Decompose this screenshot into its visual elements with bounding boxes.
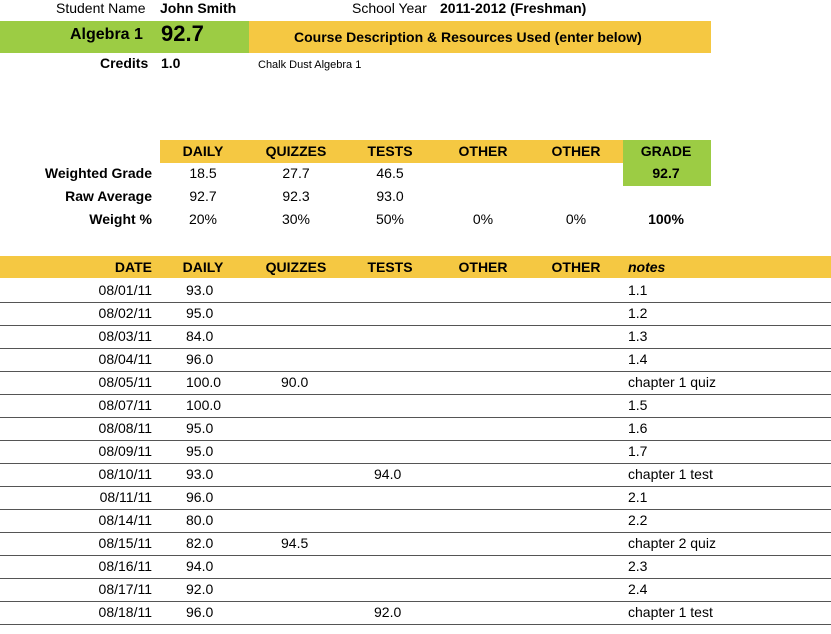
table-cell[interactable]: 94.5 — [281, 535, 309, 551]
summary-header-5: GRADE — [640, 143, 692, 159]
table-row — [0, 601, 831, 625]
course-resource[interactable]: Chalk Dust Algebra 1 — [258, 59, 362, 71]
table-row — [0, 394, 831, 418]
table-cell[interactable]: 08/09/11 — [98, 443, 152, 459]
table-cell[interactable]: 1.1 — [628, 282, 648, 298]
summary-cell[interactable]: 0% — [472, 211, 494, 227]
summary-row-label: Weight % — [89, 211, 152, 227]
table-row — [0, 348, 831, 372]
table-cell[interactable]: 08/02/11 — [98, 305, 152, 321]
table-cell[interactable]: 08/07/11 — [98, 397, 152, 413]
log-header-other: OTHER — [551, 259, 601, 275]
summary-cell[interactable]: 50% — [375, 211, 405, 227]
table-cell[interactable]: 2.1 — [628, 489, 648, 505]
table-cell[interactable]: 100.0 — [186, 374, 222, 390]
table-cell[interactable]: 1.2 — [628, 305, 648, 321]
log-header-daily: DAILY — [182, 259, 224, 275]
table-cell[interactable]: 100.0 — [186, 397, 222, 413]
table-cell[interactable]: 1.6 — [628, 420, 648, 436]
table-cell[interactable]: 08/15/11 — [98, 535, 152, 551]
summary-header-2: TESTS — [367, 143, 413, 159]
summary-header-0: DAILY — [182, 143, 224, 159]
table-cell[interactable]: 95.0 — [186, 420, 214, 436]
log-header-quizzes: QUIZZES — [265, 259, 327, 275]
table-cell[interactable]: chapter 2 quiz — [628, 535, 716, 551]
table-cell[interactable]: 92.0 — [186, 581, 214, 597]
table-row — [0, 463, 831, 487]
table-cell[interactable]: chapter 1 quiz — [628, 374, 716, 390]
summary-cell[interactable]: 18.5 — [189, 165, 217, 181]
table-row — [0, 371, 831, 395]
table-cell[interactable]: 08/11/11 — [99, 489, 152, 505]
table-cell[interactable]: 2.4 — [628, 581, 648, 597]
summary-cell: 100% — [648, 211, 684, 227]
summary-cell[interactable]: 92.7 — [189, 188, 217, 204]
table-cell[interactable]: 08/17/11 — [98, 581, 152, 597]
table-cell[interactable]: 08/18/11 — [98, 604, 152, 620]
table-cell[interactable]: 2.3 — [628, 558, 648, 574]
summary-row-label: Weighted Grade — [44, 165, 152, 181]
table-cell[interactable]: chapter 1 test — [628, 466, 713, 482]
table-cell[interactable]: 96.0 — [186, 489, 214, 505]
table-cell[interactable]: 93.0 — [186, 466, 214, 482]
table-row — [0, 279, 831, 303]
table-cell[interactable]: 1.7 — [628, 443, 648, 459]
table-cell[interactable]: 93.0 — [186, 282, 214, 298]
table-cell[interactable]: 1.5 — [628, 397, 648, 413]
summary-cell: 92.7 — [652, 165, 680, 181]
table-row — [0, 578, 831, 602]
credits-label: Credits — [100, 55, 149, 71]
table-cell[interactable]: 08/05/11 — [98, 374, 152, 390]
table-row — [0, 486, 831, 510]
table-cell[interactable]: 95.0 — [186, 443, 214, 459]
table-cell[interactable]: 96.0 — [186, 351, 214, 367]
table-cell[interactable]: 1.3 — [628, 328, 648, 344]
table-cell[interactable]: 80.0 — [186, 512, 214, 528]
table-cell[interactable]: 96.0 — [186, 604, 214, 620]
log-header-notes: notes — [628, 259, 666, 275]
student-name-label: Student Name — [56, 0, 146, 16]
table-cell[interactable]: 94.0 — [186, 558, 214, 574]
summary-cell[interactable]: 46.5 — [376, 165, 404, 181]
table-cell[interactable]: 08/01/11 — [98, 282, 152, 298]
summary-cell[interactable]: 27.7 — [282, 165, 310, 181]
summary-header-1: QUIZZES — [265, 143, 327, 159]
table-cell[interactable]: 08/08/11 — [98, 420, 152, 436]
table-cell[interactable]: 2.2 — [628, 512, 648, 528]
summary-cell[interactable]: 30% — [281, 211, 311, 227]
summary-row-label: Raw Average — [65, 188, 152, 204]
table-row — [0, 532, 831, 556]
table-cell[interactable]: chapter 1 test — [628, 604, 713, 620]
log-header-other: OTHER — [458, 259, 508, 275]
table-row — [0, 325, 831, 349]
table-cell[interactable]: 94.0 — [374, 466, 402, 482]
summary-header-3: OTHER — [458, 143, 508, 159]
course-subject[interactable]: Algebra 1 — [70, 26, 143, 43]
log-header-tests: TESTS — [367, 259, 413, 275]
table-cell[interactable]: 90.0 — [281, 374, 309, 390]
table-cell[interactable]: 95.0 — [186, 305, 214, 321]
summary-cell[interactable]: 0% — [565, 211, 587, 227]
school-year-value[interactable]: 2011-2012 (Freshman) — [440, 0, 587, 16]
credits-value[interactable]: 1.0 — [161, 55, 181, 71]
table-cell[interactable]: 08/03/11 — [98, 328, 152, 344]
table-cell[interactable]: 1.4 — [628, 351, 648, 367]
table-row — [0, 417, 831, 441]
course-grade: 92.7 — [161, 21, 204, 46]
table-cell[interactable]: 08/16/11 — [98, 558, 152, 574]
table-cell[interactable]: 92.0 — [374, 604, 402, 620]
summary-cell[interactable]: 92.3 — [282, 188, 310, 204]
table-cell[interactable]: 08/14/11 — [98, 512, 152, 528]
course-description-label: Course Description & Resources Used (enter below) — [294, 29, 642, 45]
table-cell[interactable]: 08/04/11 — [98, 351, 152, 367]
summary-header-4: OTHER — [551, 143, 601, 159]
table-row — [0, 440, 831, 464]
student-name-value[interactable]: John Smith — [160, 0, 237, 16]
table-cell[interactable]: 08/10/11 — [98, 466, 152, 482]
school-year-label: School Year — [352, 0, 427, 16]
table-cell[interactable]: 82.0 — [186, 535, 214, 551]
table-cell[interactable]: 84.0 — [186, 328, 214, 344]
summary-cell[interactable]: 93.0 — [376, 188, 404, 204]
table-row — [0, 555, 831, 579]
table-row — [0, 302, 831, 326]
log-header-date: DATE — [114, 259, 152, 275]
table-row — [0, 509, 831, 533]
summary-cell[interactable]: 20% — [188, 211, 218, 227]
